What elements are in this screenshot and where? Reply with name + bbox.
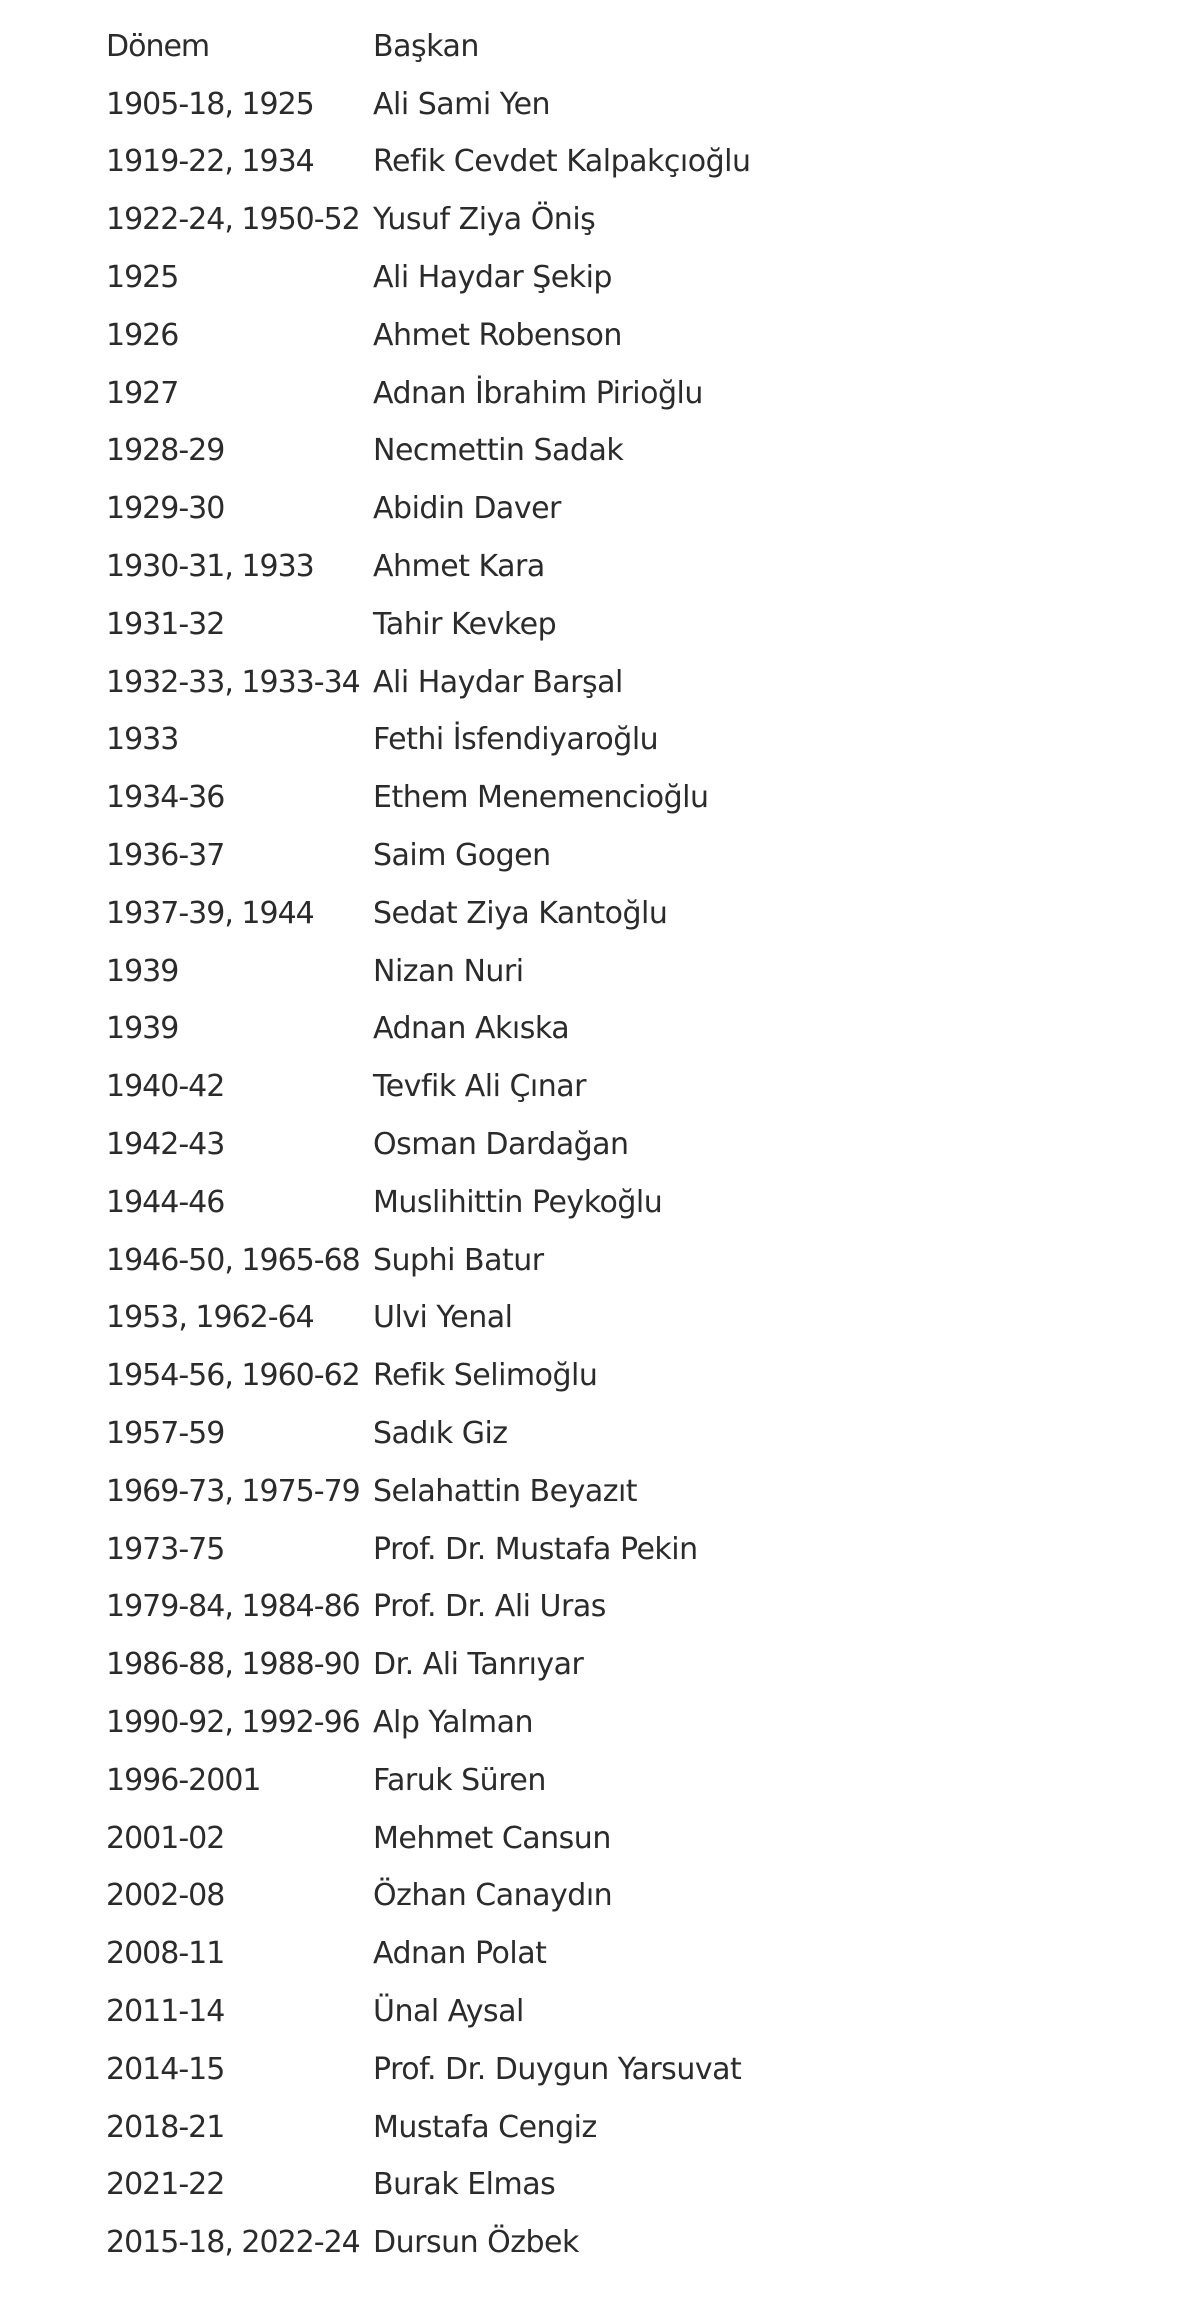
row-president: Ahmet Kara <box>373 549 545 585</box>
row-period: 1944-46 <box>106 1184 225 1220</box>
row-period: 2011-14 <box>106 1993 225 2029</box>
row-president: Osman Dardağan <box>373 1127 629 1163</box>
row-period: 1937-39, 1944 <box>106 895 314 931</box>
row-president: Fethi İsfendiyaroğlu <box>373 722 659 758</box>
row-president: Prof. Dr. Duygun Yarsuvat <box>373 2051 742 2087</box>
row-period: 2002-08 <box>106 1878 225 1914</box>
row-period: 1939 <box>106 953 179 989</box>
row-president: Prof. Dr. Ali Uras <box>373 1589 606 1625</box>
row-president: Prof. Dr. Mustafa Pekin <box>373 1531 698 1567</box>
row-president: Ali Haydar Şekip <box>373 260 612 296</box>
row-period: 2021-22 <box>106 2167 225 2203</box>
row-president: Tevfik Ali Çınar <box>373 1069 586 1105</box>
row-president: Yusuf Ziya Öniş <box>373 202 596 238</box>
row-period: 1996-2001 <box>106 1762 261 1798</box>
row-period: 2018-21 <box>106 2109 225 2145</box>
row-period: 1922-24, 1950-52 <box>106 202 360 238</box>
row-period: 1979-84, 1984-86 <box>106 1589 360 1625</box>
row-period: 1969-73, 1975-79 <box>106 1473 360 1509</box>
row-period: 1926 <box>106 317 179 353</box>
row-president: Faruk Süren <box>373 1762 546 1798</box>
row-period: 2001-02 <box>106 1820 225 1856</box>
row-period: 1927 <box>106 375 179 411</box>
row-period: 1919-22, 1934 <box>106 144 314 180</box>
row-president: Mustafa Cengiz <box>373 2109 597 2145</box>
row-president: Adnan İbrahim Pirioğlu <box>373 375 703 411</box>
row-president: Abidin Daver <box>373 491 561 527</box>
row-president: Ulvi Yenal <box>373 1300 513 1336</box>
row-president: Adnan Akıska <box>373 1011 570 1047</box>
row-president: Mehmet Cansun <box>373 1820 611 1856</box>
row-period: 1936-37 <box>106 838 225 874</box>
row-period: 1940-42 <box>106 1069 225 1105</box>
row-president: Alp Yalman <box>373 1705 533 1740</box>
row-period: 1939 <box>106 1011 179 1047</box>
row-president: Refik Selimoğlu <box>373 1358 598 1394</box>
row-president: Tahir Kevkep <box>373 606 557 642</box>
row-president: Sadık Giz <box>373 1416 508 1452</box>
row-president: Muslihittin Peykoğlu <box>373 1184 663 1220</box>
row-period: 1973-75 <box>106 1531 225 1567</box>
row-period: 1953, 1962-64 <box>106 1300 314 1336</box>
row-president: Ali Sami Yen <box>373 86 551 122</box>
row-period: 1954-56, 1960-62 <box>106 1358 360 1394</box>
row-president: Suphi Batur <box>373 1242 544 1278</box>
row-president: Dursun Özbek <box>373 2225 579 2261</box>
row-president: Saim Gogen <box>373 838 551 874</box>
row-period: 2008-11 <box>106 1936 225 1972</box>
row-president: Ethem Menemencioğlu <box>373 780 709 816</box>
row-president: Selahattin Beyazıt <box>373 1473 638 1509</box>
row-period: 1942-43 <box>106 1127 225 1163</box>
row-period: 1931-32 <box>106 606 225 642</box>
row-period: 1925 <box>106 260 179 296</box>
header-period: Dönem <box>106 28 210 64</box>
row-period: 1990-92, 1992-96 <box>106 1705 360 1740</box>
header-president: Başkan <box>373 28 479 64</box>
row-president: Refik Cevdet Kalpakçıoğlu <box>373 144 751 180</box>
row-president: Ali Haydar Barşal <box>373 664 623 700</box>
row-president: Sedat Ziya Kantoğlu <box>373 895 668 931</box>
row-president: Dr. Ali Tanrıyar <box>373 1647 584 1683</box>
row-period: 1957-59 <box>106 1416 225 1452</box>
row-president: Nizan Nuri <box>373 953 524 989</box>
presidents-table <box>106 18 1106 2272</box>
row-period: 1929-30 <box>106 491 225 527</box>
row-president: Ünal Aysal <box>373 1993 524 2029</box>
row-president: Özhan Canaydın <box>373 1878 613 1914</box>
row-president: Necmettin Sadak <box>373 433 624 469</box>
row-period: 1930-31, 1933 <box>106 549 314 585</box>
row-period: 1928-29 <box>106 433 225 469</box>
row-period: 2015-18, 2022-24 <box>106 2225 360 2261</box>
row-president: Burak Elmas <box>373 2167 556 2203</box>
row-period: 1905-18, 1925 <box>106 86 314 122</box>
row-period: 2014-15 <box>106 2051 225 2087</box>
row-period: 1986-88, 1988-90 <box>106 1647 360 1683</box>
row-president: Ahmet Robenson <box>373 317 622 353</box>
row-president: Adnan Polat <box>373 1936 547 1972</box>
row-period: 1946-50, 1965-68 <box>106 1242 360 1278</box>
row-period: 1932-33, 1933-34 <box>106 664 360 700</box>
row-period: 1934-36 <box>106 780 225 816</box>
row-period: 1933 <box>106 722 179 758</box>
